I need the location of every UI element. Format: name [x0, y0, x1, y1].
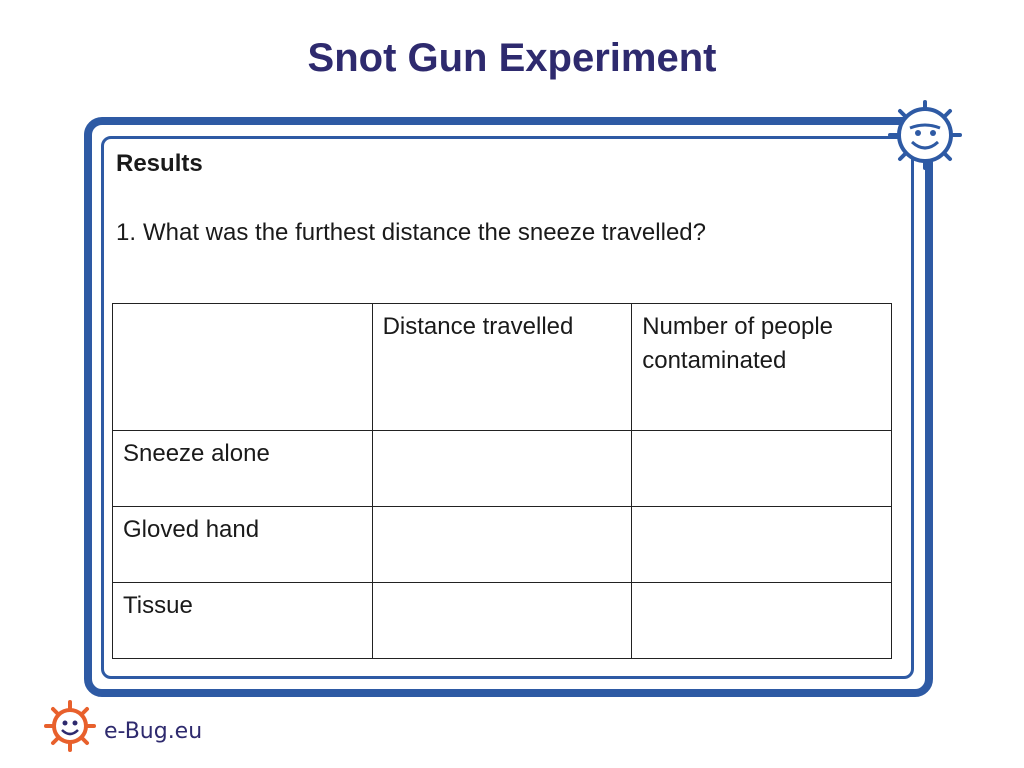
people-cell[interactable] — [632, 507, 892, 583]
ebug-mascot-icon — [44, 700, 96, 752]
people-cell[interactable] — [632, 431, 892, 507]
header-cell-distance: Distance travelled — [372, 304, 632, 431]
row-label: Tissue — [113, 583, 373, 659]
header-cell-empty — [113, 304, 373, 431]
results-table — [112, 303, 892, 659]
distance-cell[interactable] — [372, 583, 632, 659]
header-cell-people: Number of people contaminated — [632, 304, 892, 431]
question-1 — [116, 219, 706, 247]
table-row — [113, 431, 892, 507]
table-header-row — [113, 304, 892, 431]
row-label: Gloved hand — [113, 507, 373, 583]
results-heading: Results — [116, 150, 203, 177]
table-row — [113, 583, 892, 659]
smiling-bug-icon — [886, 100, 964, 170]
site-name: e-Bug.eu — [104, 719, 203, 744]
people-cell[interactable] — [632, 583, 892, 659]
distance-cell[interactable] — [372, 507, 632, 583]
page-title: Snot Gun Experiment — [307, 36, 717, 80]
row-label: Sneeze alone — [113, 431, 373, 507]
distance-cell[interactable] — [372, 431, 632, 507]
question-text: What was the furthest distance the sneeze travelled? — [143, 219, 706, 246]
table-row — [113, 507, 892, 583]
question-number: 1. — [116, 219, 137, 246]
